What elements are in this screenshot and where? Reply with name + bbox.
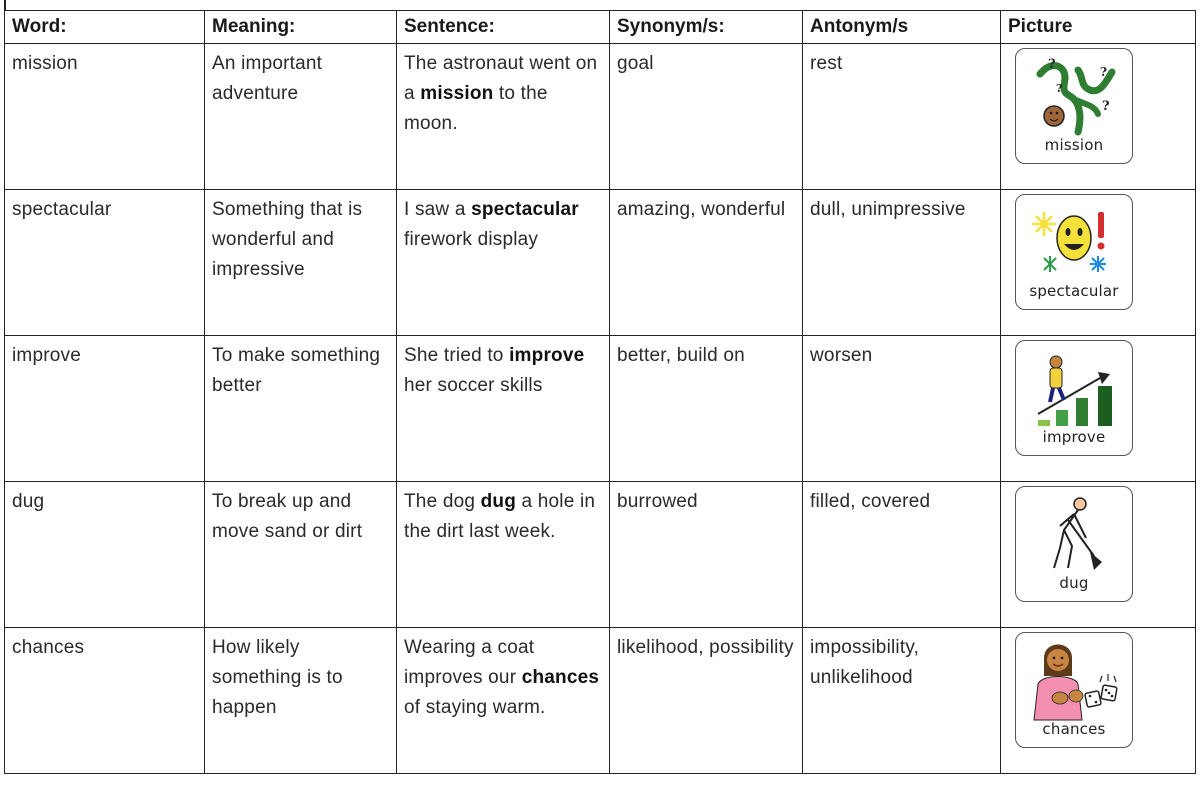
sentence-text: firework display (404, 229, 539, 250)
sentence-bold-word: mission (420, 83, 494, 104)
antonyms-cell: dull, unimpressive (803, 190, 1001, 336)
table-row (5, 336, 1196, 482)
word-cell: spectacular (5, 190, 205, 336)
picture-cell (1001, 628, 1196, 774)
synonyms-cell: likelihood, possibility (610, 628, 803, 774)
word-cell: chances (5, 628, 205, 774)
svg-text:?: ? (1048, 57, 1056, 72)
table-row (5, 190, 1196, 336)
sentence-text: She tried to (404, 345, 510, 366)
picture-cell (1001, 190, 1196, 336)
picture-caption: spectacular (1029, 282, 1119, 300)
header-row (5, 11, 1196, 44)
picture-cell (1001, 482, 1196, 628)
dug-icon (1020, 490, 1128, 576)
page-edge-mark (4, 0, 6, 10)
sentence-cell (397, 628, 610, 774)
synonyms-cell: goal (610, 44, 803, 190)
picture-cell (1001, 44, 1196, 190)
word-cell: mission (5, 44, 205, 190)
picture-card (1015, 48, 1133, 164)
svg-text:?: ? (1102, 99, 1110, 114)
header-sentence: Sentence: (397, 11, 610, 44)
header-synonyms: Synonym/s: (610, 11, 803, 44)
picture-card (1015, 632, 1133, 748)
meaning-cell: An important adventure (205, 44, 397, 190)
picture-caption: chances (1042, 720, 1106, 738)
synonyms-cell: amazing, wonderful (610, 190, 803, 336)
meaning-cell: How likely something is to happen (205, 628, 397, 774)
svg-text:?: ? (1100, 65, 1108, 79)
synonyms-cell: burrowed (610, 482, 803, 628)
picture-caption: dug (1059, 574, 1089, 592)
sentence-text: of staying warm. (404, 697, 546, 718)
sentence-cell (397, 482, 610, 628)
picture-card (1015, 486, 1133, 602)
picture-caption: improve (1042, 428, 1106, 446)
meaning-cell: To break up and move sand or dirt (205, 482, 397, 628)
sentence-text: Wearing a coat improves our (404, 637, 535, 688)
header-picture: Picture (1001, 11, 1196, 44)
chances-icon (1020, 636, 1128, 722)
word-cell: dug (5, 482, 205, 628)
sentence-cell (397, 190, 610, 336)
picture-caption: mission (1044, 136, 1104, 154)
antonyms-cell: impossibility, unlikelihood (803, 628, 1001, 774)
antonyms-cell: filled, covered (803, 482, 1001, 628)
sentence-text: a hole in the dirt last week. (404, 491, 596, 542)
sentence-text: The dog (404, 491, 481, 512)
sentence-bold-word: dug (480, 491, 517, 512)
table-row (5, 44, 1196, 190)
picture-card (1015, 340, 1133, 456)
sentence-bold-word: chances (521, 667, 600, 688)
sentence-text: her soccer skills (404, 375, 543, 396)
header-meaning: Meaning: (205, 11, 397, 44)
vocabulary-table (4, 10, 1196, 774)
table-row (5, 628, 1196, 774)
meaning-cell: To make something better (205, 336, 397, 482)
spectacular-icon (1020, 198, 1128, 284)
synonyms-cell: better, build on (610, 336, 803, 482)
antonyms-cell: worsen (803, 336, 1001, 482)
picture-cell (1001, 336, 1196, 482)
sentence-text: I saw a (404, 199, 472, 220)
improve-icon (1020, 344, 1128, 430)
sentence-bold-word: improve (509, 345, 585, 366)
picture-card (1015, 194, 1133, 310)
table-row (5, 482, 1196, 628)
header-antonyms: Antonym/s (803, 11, 1001, 44)
sentence-cell (397, 44, 610, 190)
sentence-text: The astronaut went on a (404, 53, 598, 104)
word-cell: improve (5, 336, 205, 482)
mission-icon (1020, 52, 1128, 138)
sentence-bold-word: spectacular (471, 199, 579, 220)
svg-text:?: ? (1056, 82, 1063, 95)
header-word: Word: (5, 11, 205, 44)
antonyms-cell: rest (803, 44, 1001, 190)
sentence-text: to the moon. (404, 83, 548, 134)
meaning-cell: Something that is wonderful and impressive (205, 190, 397, 336)
sentence-cell (397, 336, 610, 482)
